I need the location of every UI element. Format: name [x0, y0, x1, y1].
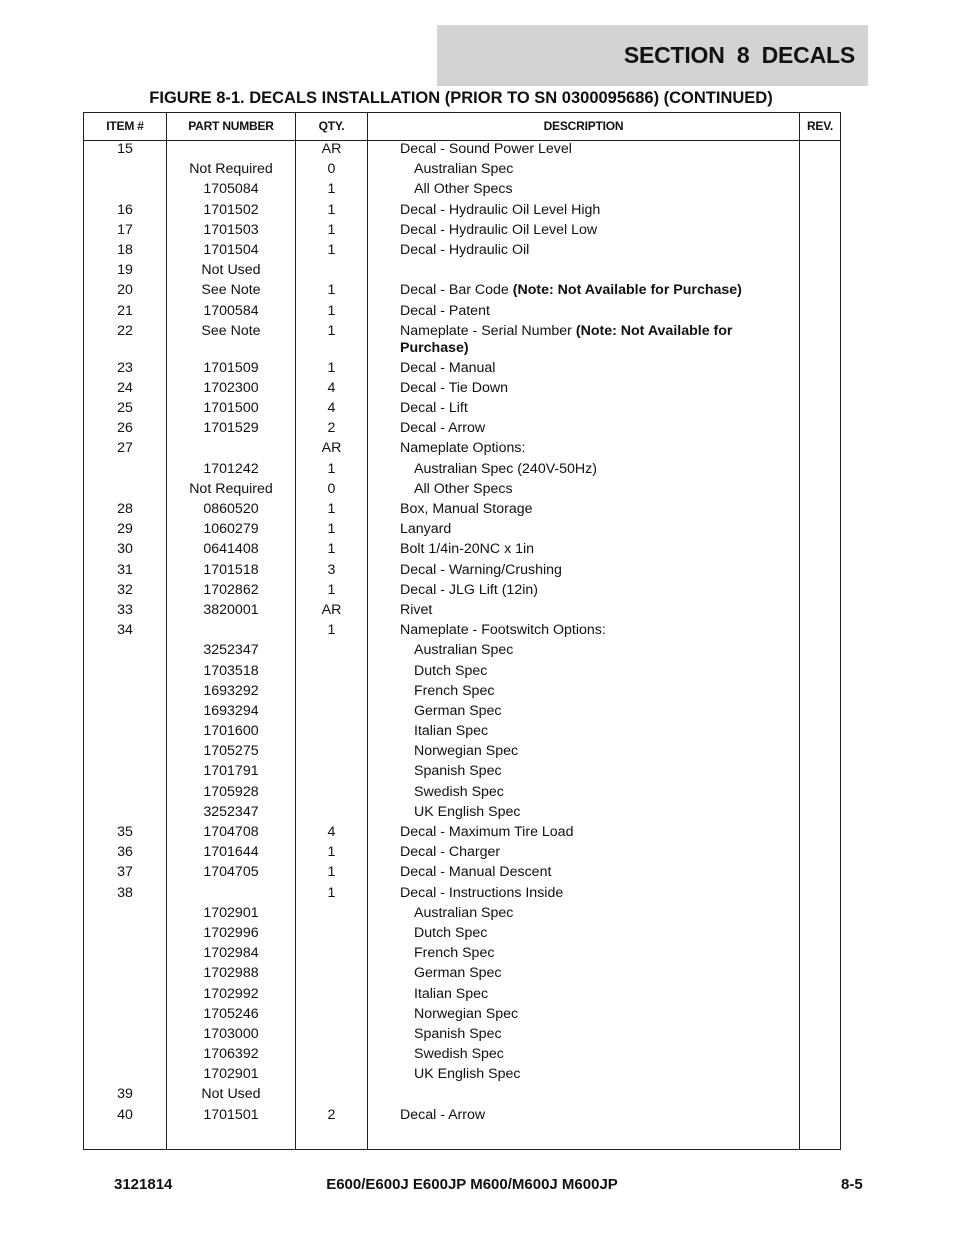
description-cell	[400, 420, 760, 437]
part-number-cell: 1705246	[203, 1005, 259, 1022]
table-row	[84, 784, 840, 804]
quantity-cell: 4	[327, 400, 336, 417]
description-cell	[414, 703, 774, 720]
description-text: Australian Spec	[414, 904, 514, 921]
part-number-cell: 1702901	[203, 1066, 259, 1083]
item-number-cell: 22	[117, 322, 133, 339]
section-title: SECTION 8 DECALS	[623, 42, 855, 68]
part-number-cell: 1702901	[203, 904, 259, 921]
column-header-part-number: PART NUMBER	[188, 119, 274, 133]
quantity-cell: 1	[327, 884, 336, 901]
table-header-row	[84, 113, 840, 141]
description-text: Decal - Hydraulic Oil	[400, 241, 530, 258]
item-number-cell: 19	[117, 262, 133, 279]
part-number-cell: 1701500	[203, 400, 259, 417]
description-text: Italian Spec	[414, 723, 489, 740]
part-number-cell: 1701509	[203, 359, 259, 376]
description-text: Decal - Charger	[400, 844, 501, 861]
quantity-cell: 1	[327, 201, 336, 218]
description-text: Lanyard	[400, 521, 452, 538]
description-cell	[414, 683, 774, 700]
table-row	[84, 804, 840, 824]
quantity-cell: 1	[327, 460, 336, 477]
footer-page-number: 8-5	[841, 1176, 863, 1193]
table-row	[84, 400, 840, 420]
part-number-cell: 1701644	[203, 844, 259, 861]
table-row	[84, 380, 840, 400]
item-number-cell: 30	[117, 541, 133, 558]
table-row	[84, 905, 840, 925]
description-text: Decal - JLG Lift (12in)	[400, 581, 538, 598]
part-number-cell: 1693292	[203, 682, 259, 699]
table-row	[84, 925, 840, 945]
description-text: UK English Spec	[414, 1066, 521, 1083]
part-number-cell: 1701502	[203, 201, 259, 218]
table-row	[84, 323, 840, 360]
part-number-cell: 1702862	[203, 581, 259, 598]
description-cell	[414, 743, 774, 760]
description-text: Decal - Hydraulic Oil Level High	[400, 201, 601, 218]
quantity-cell: 1	[327, 581, 336, 598]
description-text: Australian Spec	[414, 642, 514, 659]
table-row	[84, 562, 840, 582]
item-number-cell: 32	[117, 581, 133, 598]
part-number-cell: See Note	[201, 322, 261, 339]
description-text: Decal - Arrow	[400, 1106, 486, 1123]
description-cell	[400, 440, 760, 457]
part-number-cell: 3252347	[203, 803, 259, 820]
part-number-cell: 1706392	[203, 1046, 259, 1063]
table-row	[84, 222, 840, 242]
part-number-cell: 1705928	[203, 783, 259, 800]
table-row	[84, 622, 840, 642]
description-text: Decal - Tie Down	[400, 379, 509, 396]
column-header-item: ITEM #	[106, 119, 144, 133]
description-text: Decal - Maximum Tire Load	[400, 824, 574, 840]
parts-table	[83, 112, 841, 1150]
description-text: Swedish Spec	[414, 1046, 504, 1063]
part-number-cell: 1701600	[203, 723, 259, 740]
table-row	[84, 1086, 840, 1106]
table-row	[84, 521, 840, 541]
description-cell	[414, 965, 774, 982]
table-row	[84, 1066, 840, 1086]
description-cell	[414, 1006, 774, 1023]
part-number-cell: Not Required	[189, 161, 273, 178]
description-text: German Spec	[414, 965, 502, 982]
table-row	[84, 824, 840, 844]
description-cell	[400, 824, 760, 841]
table-row	[84, 642, 840, 662]
part-number-cell: Not Used	[201, 262, 261, 279]
description-cell	[400, 380, 760, 397]
description-cell	[414, 1066, 774, 1083]
table-row	[84, 582, 840, 602]
description-text: Decal - Lift	[400, 400, 468, 417]
description-cell	[400, 323, 760, 357]
description-text: UK English Spec	[414, 803, 521, 820]
description-cell	[400, 521, 760, 538]
description-text: Decal - Instructions Inside	[400, 884, 564, 901]
part-number-cell: 1701518	[203, 561, 259, 578]
description-cell	[414, 905, 774, 922]
description-text: Dutch Spec	[414, 662, 488, 679]
description-text: Norwegian Spec	[414, 1005, 519, 1022]
description-text: French Spec	[414, 945, 495, 962]
quantity-cell: 1	[327, 501, 336, 517]
quantity-cell: 0	[327, 480, 336, 497]
item-number-cell: 15	[117, 141, 133, 157]
item-number-cell: 21	[117, 302, 133, 319]
description-cell	[400, 303, 760, 320]
table-row	[84, 602, 840, 622]
item-number-cell: 39	[117, 1086, 133, 1103]
table-row	[84, 1026, 840, 1046]
quantity-cell: 1	[327, 221, 336, 238]
part-number-cell: 1705084	[203, 181, 259, 198]
part-number-cell: 1700584	[203, 302, 259, 319]
description-cell	[414, 986, 774, 1003]
item-number-cell: 23	[117, 359, 133, 376]
column-header-description: DESCRIPTION	[543, 119, 624, 133]
table-row	[84, 723, 840, 743]
description-cell	[414, 925, 774, 942]
item-number-cell: 38	[117, 884, 133, 901]
part-number-cell: 1701501	[203, 1106, 259, 1123]
table-row	[84, 763, 840, 783]
part-number-cell: 1693294	[203, 702, 259, 719]
description-cell	[414, 804, 774, 821]
table-row	[84, 703, 840, 723]
description-cell	[400, 885, 760, 902]
description-text: Decal - Patent	[400, 302, 490, 319]
part-number-cell: 3252347	[203, 642, 259, 659]
description-cell	[414, 461, 774, 478]
item-number-cell: 27	[117, 440, 133, 457]
table-body	[84, 141, 840, 1127]
description-text: Italian Spec	[414, 985, 489, 1002]
description-cell	[414, 1026, 774, 1043]
description-cell	[400, 501, 760, 518]
description-cell	[414, 723, 774, 740]
item-number-cell: 40	[117, 1106, 133, 1123]
quantity-cell: 1	[327, 521, 336, 538]
table-row	[84, 262, 840, 282]
footer-document-number: 3121814	[114, 1176, 173, 1193]
description-cell	[414, 784, 774, 801]
description-note: (Note: Not Available for Purchase)	[512, 282, 742, 299]
part-number-cell: 1702988	[203, 965, 259, 982]
part-number-cell: 1702984	[203, 945, 259, 962]
table-row	[84, 1006, 840, 1026]
item-number-cell: 24	[117, 379, 133, 396]
description-cell	[400, 400, 760, 417]
table-row	[84, 242, 840, 262]
description-text: All Other Specs	[414, 181, 513, 198]
item-number-cell: 26	[117, 420, 133, 437]
part-number-cell: 3820001	[203, 601, 259, 618]
quantity-cell: 4	[327, 379, 336, 396]
item-number-cell: 17	[117, 221, 133, 238]
quantity-cell: 1	[327, 181, 336, 198]
part-number-cell: 1705275	[203, 743, 259, 760]
item-number-cell: 29	[117, 521, 133, 538]
item-number-cell: 35	[117, 824, 133, 840]
description-text: All Other Specs	[414, 480, 513, 497]
description-text: Swedish Spec	[414, 783, 504, 800]
description-text: Decal - Warning/Crushing	[400, 561, 562, 578]
table-row	[84, 986, 840, 1006]
description-text: Decal - Hydraulic Oil Level Low	[400, 221, 598, 238]
quantity-cell: AR	[321, 601, 342, 618]
description-note: (Note: Not Available for Purchase)	[400, 322, 733, 356]
item-number-cell: 25	[117, 400, 133, 417]
part-number-cell: 0641408	[203, 541, 259, 558]
description-text: Decal - Bar Code	[400, 282, 513, 299]
item-number-cell: 34	[117, 622, 133, 639]
description-cell	[414, 945, 774, 962]
table-row	[84, 844, 840, 864]
item-number-cell: 18	[117, 241, 133, 258]
description-cell	[400, 282, 760, 299]
item-number-cell: 33	[117, 601, 133, 618]
description-cell	[400, 1107, 760, 1124]
item-number-cell: 20	[117, 282, 133, 299]
table-row	[84, 965, 840, 985]
description-cell	[400, 622, 760, 639]
description-text: Norwegian Spec	[414, 743, 519, 760]
part-number-cell: 0860520	[203, 501, 259, 517]
table-row	[84, 440, 840, 460]
description-text: Dutch Spec	[414, 924, 488, 941]
table-row	[84, 481, 840, 501]
item-number-cell: 31	[117, 561, 133, 578]
part-number-cell: 1703000	[203, 1025, 259, 1042]
description-cell	[400, 602, 760, 619]
table-row	[84, 864, 840, 884]
part-number-cell: 1701504	[203, 241, 259, 258]
table-row	[84, 885, 840, 905]
item-number-cell: 36	[117, 844, 133, 861]
part-number-cell: Not Used	[201, 1086, 261, 1103]
table-row	[84, 683, 840, 703]
part-number-cell: 1060279	[203, 521, 259, 538]
quantity-cell: 1	[327, 864, 336, 881]
column-header-qty: QTY.	[318, 119, 345, 133]
description-text: Nameplate - Serial Number	[400, 322, 576, 339]
part-number-cell: 1701529	[203, 420, 259, 437]
table-row	[84, 501, 840, 521]
description-text: Nameplate - Footswitch Options:	[400, 622, 606, 639]
description-cell	[400, 844, 760, 861]
description-text: Box, Manual Storage	[400, 501, 533, 517]
description-cell	[414, 161, 774, 178]
quantity-cell: AR	[321, 141, 342, 157]
table-row	[84, 1046, 840, 1066]
table-row	[84, 360, 840, 380]
description-cell	[414, 1046, 774, 1063]
description-text: Decal - Manual	[400, 359, 496, 376]
description-cell	[414, 763, 774, 780]
description-text: Australian Spec	[414, 161, 514, 178]
table-row	[84, 420, 840, 440]
quantity-cell: 1	[327, 359, 336, 376]
description-cell	[400, 360, 760, 377]
description-text: French Spec	[414, 682, 495, 699]
description-cell	[400, 562, 760, 579]
table-row	[84, 663, 840, 683]
description-text: Spanish Spec	[414, 1025, 502, 1042]
table-row	[84, 282, 840, 302]
description-cell	[400, 582, 760, 599]
quantity-cell: 4	[327, 824, 336, 840]
description-cell	[400, 864, 760, 881]
part-number-cell: 1702992	[203, 985, 259, 1002]
column-header-rev: REV.	[806, 119, 834, 133]
part-number-cell: 1701242	[203, 460, 259, 477]
footer-model-list: E600/E600J E600JP M600/M600J M600JP	[326, 1176, 618, 1193]
description-cell	[414, 181, 774, 198]
description-text: Decal - Sound Power Level	[400, 141, 572, 157]
part-number-cell: Not Required	[189, 480, 273, 497]
table-row	[84, 461, 840, 481]
table-row	[84, 945, 840, 965]
table-row	[84, 161, 840, 181]
quantity-cell: 1	[327, 282, 336, 299]
table-row	[84, 202, 840, 222]
table-row	[84, 181, 840, 201]
quantity-cell: 1	[327, 541, 336, 558]
description-text: Nameplate Options:	[400, 440, 526, 457]
quantity-cell: 1	[327, 241, 336, 258]
part-number-cell: 1701791	[203, 763, 259, 780]
description-text: Spanish Spec	[414, 763, 502, 780]
part-number-cell: 1702300	[203, 379, 259, 396]
description-cell	[400, 141, 760, 158]
part-number-cell: See Note	[201, 282, 261, 299]
part-number-cell: 1704705	[203, 864, 259, 881]
part-number-cell: 1702996	[203, 924, 259, 941]
part-number-cell: 1701503	[203, 221, 259, 238]
quantity-cell: 1	[327, 844, 336, 861]
quantity-cell: 0	[327, 161, 336, 178]
description-cell	[414, 642, 774, 659]
description-text: Bolt 1/4in-20NC x 1in	[400, 541, 535, 558]
description-cell	[414, 481, 774, 498]
description-text: German Spec	[414, 702, 502, 719]
quantity-cell: AR	[321, 440, 342, 457]
description-cell	[400, 242, 760, 259]
description-cell	[400, 222, 760, 239]
table-row	[84, 141, 840, 161]
quantity-cell: 2	[327, 1106, 336, 1123]
description-text: Decal - Manual Descent	[400, 864, 552, 881]
table-row	[84, 303, 840, 323]
section-header-band	[437, 25, 868, 86]
item-number-cell: 28	[117, 501, 133, 517]
quantity-cell: 2	[327, 420, 336, 437]
description-cell	[414, 663, 774, 680]
part-number-cell: 1703518	[203, 662, 259, 679]
table-row	[84, 1107, 840, 1127]
item-number-cell: 37	[117, 864, 133, 881]
part-number-cell: 1704708	[203, 824, 259, 840]
description-text: Australian Spec (240V-50Hz)	[414, 460, 597, 477]
description-cell	[400, 202, 760, 219]
table-row	[84, 743, 840, 763]
description-text: Rivet	[400, 601, 433, 618]
description-text: Decal - Arrow	[400, 420, 486, 437]
item-number-cell: 16	[117, 201, 133, 218]
description-cell	[400, 541, 760, 558]
quantity-cell: 1	[327, 302, 336, 319]
quantity-cell: 3	[327, 561, 336, 578]
quantity-cell: 1	[327, 622, 336, 639]
figure-title: FIGURE 8-1. DECALS INSTALLATION (PRIOR TO SN 0300095686) (CONTINUED)	[149, 89, 773, 107]
table-row	[84, 541, 840, 561]
quantity-cell: 1	[327, 322, 336, 339]
